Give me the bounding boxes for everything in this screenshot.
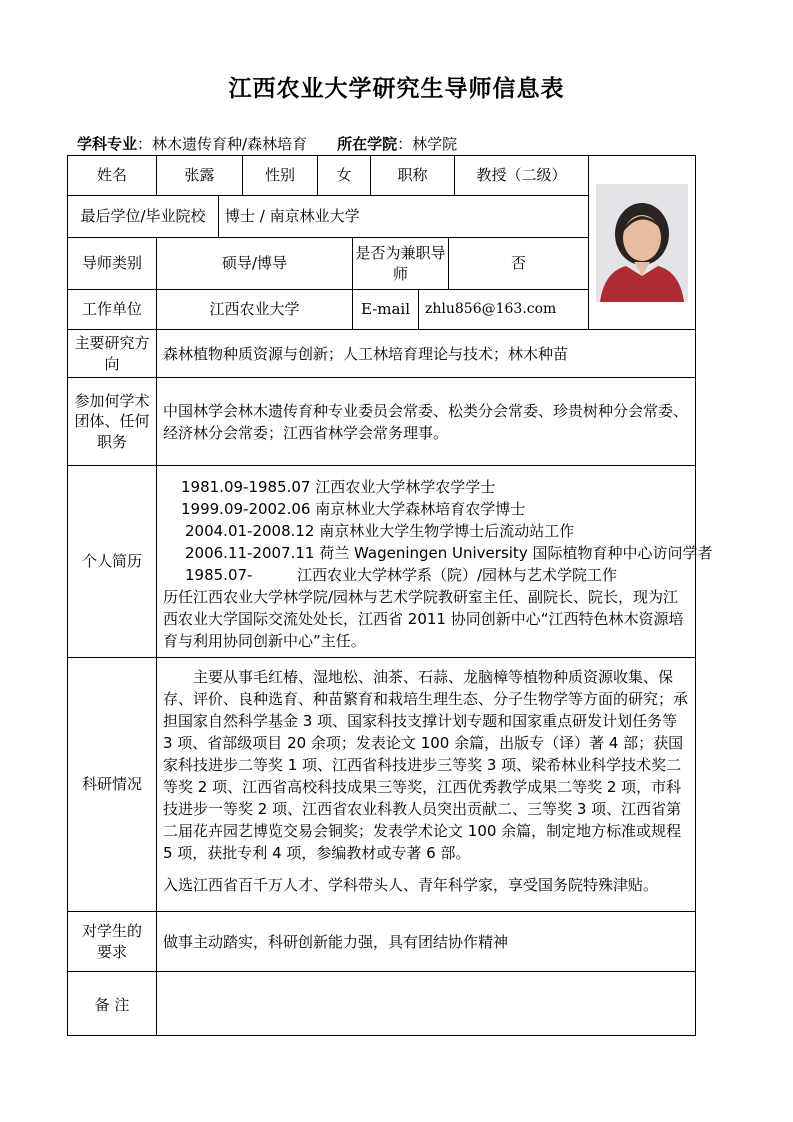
bio-line: 2006.11-2007.11 荷兰 Wageningen University 国际植物育种中心访问学者	[185, 544, 713, 562]
rank-label: 职称	[371, 156, 455, 196]
college-value: ：林学院	[397, 135, 458, 153]
research-value: 森林植物种质资源与创新；人工林培育理论与技术；林木种苗	[157, 330, 695, 378]
academic-label: 参加何学术团体、任何职务	[68, 378, 157, 466]
info-table	[67, 155, 713, 1036]
remark-value	[157, 972, 695, 1035]
unit-label: 工作单位	[68, 290, 157, 330]
degree-value: 博士 / 南京林业大学	[219, 196, 589, 238]
research-label: 主要研究方向	[68, 330, 157, 378]
bio-line: 2004.01-2008.12 南京林业大学生物学博士后流动站工作	[185, 522, 575, 540]
rank-value: 教授（二级）	[455, 156, 589, 196]
gender-label: 性别	[243, 156, 318, 196]
name-label: 姓名	[68, 156, 157, 196]
subject-line	[77, 133, 457, 154]
bio-line: 江西农业大学林学系（院）/园林与艺术学院工作	[297, 566, 618, 584]
bio-line: 1999.09-2002.06 南京林业大学森林培育农学博士	[181, 500, 526, 518]
bio-paragraph: 历任江西农业大学林学院/园林与艺术学院教研室主任、副院长、院长，现为江西农业大学国际交流处处长，江西省 2011 协同创新中心“江西特色林木资源培育与利用协同创新中心”主任。	[163, 588, 684, 650]
remark-label: 备 注	[68, 972, 157, 1035]
type-label: 导师类别	[68, 238, 157, 290]
academic-value: 中国林学会林木遗传育种专业委员会常委、松类分会常委、珍贵树种分会常委、经济林分会常委；江西省林学会常务理事。	[157, 378, 695, 466]
bio-label: 个人简历	[68, 466, 157, 658]
bio-line: 1981.09-1985.07 江西农业大学林学农学学士	[181, 478, 496, 496]
parttime-value: 否	[449, 238, 589, 290]
parttime-label: 是否为兼职导师	[353, 238, 449, 290]
unit-value: 江西农业大学	[157, 290, 353, 330]
email-label: E-mail	[353, 290, 419, 330]
degree-label: 最后学位/毕业院校	[68, 196, 219, 238]
research-status-honors: 入选江西省百千万人才、学科带头人、青年科学家，享受国务院特殊津贴。	[163, 876, 659, 894]
photo-cell	[589, 156, 695, 330]
name-value: 张露	[157, 156, 243, 196]
email-value[interactable]: zhlu856@163.com	[419, 290, 589, 330]
subject-label: 学科专业	[77, 135, 138, 153]
research-status-paragraph: 主要从事毛红椿、湿地松、油茶、石蒜、龙脑樟等植物种质资源收集、保存、评价、良种选育、种苗繁育和栽培生理生态、分子生物学等方面的研究；承担国家自然科学基金 3 项、国家科技支撑计划专题和国家重点研发计划任务等 3 项、省部级项目 20 余项；发表论文 100 余篇，出版专（译）著 4 部；获国家科技进步二等奖 1 项、江西省科技进步三等奖 3 项、梁希林业科学技术奖二等奖 2 项、江西省高校科技成果三等奖，江西优秀教学成果二等奖 2 项，市科技进步一等奖 2 项、江西省农业科教人员突出贡献二、三等奖 3 项、江西省第二届花卉园艺博览交易会铜奖；发表学术论文 100 余篇，制定地方标准或规程 5 项，获批专利 4 项，参编教材或专著 6 部。	[163, 668, 689, 862]
page-title: 江西农业大学研究生导师信息表	[228, 76, 565, 102]
requirement-label: 对学生的要求	[68, 912, 157, 972]
college-label: 所在学院	[337, 135, 398, 153]
research-status-label: 科研情况	[68, 658, 157, 912]
subject-value: ：林木遗传育种/森林培育	[137, 135, 308, 153]
gender-value: 女	[318, 156, 371, 196]
requirement-value: 做事主动踏实，科研创新能力强，具有团结协作精神	[157, 912, 695, 972]
type-value: 硕导/博导	[157, 238, 353, 290]
bio-line: 1985.07-	[185, 566, 253, 584]
bio-line-row	[163, 564, 689, 586]
research-status-content	[157, 658, 695, 912]
bio-content	[157, 466, 713, 658]
portrait-image	[596, 184, 688, 302]
